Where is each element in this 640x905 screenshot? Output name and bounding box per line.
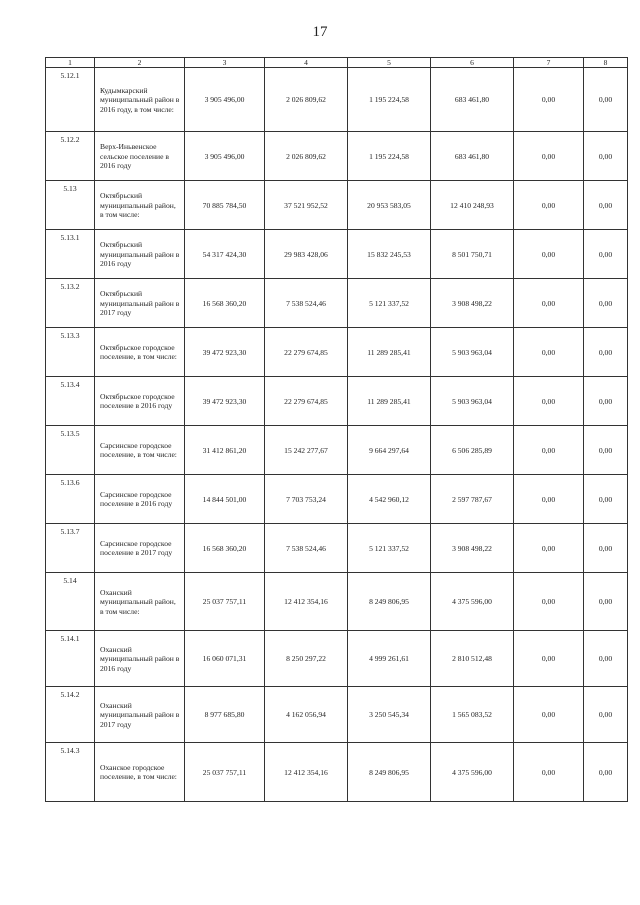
cell-value: 0,00	[584, 279, 628, 328]
cell-value: 70 885 784,50	[185, 181, 265, 230]
cell-value: 0,00	[514, 524, 584, 573]
column-header: 4	[265, 58, 348, 68]
cell-value: 0,00	[514, 328, 584, 377]
cell-value: 4 999 261,61	[348, 631, 431, 687]
row-number: 5.14	[46, 573, 95, 631]
cell-value: 0,00	[584, 377, 628, 426]
table-row	[46, 230, 628, 279]
row-name: Сарсинское городское поселение, в том числе:	[95, 426, 185, 475]
table-body	[46, 68, 628, 802]
cell-value: 3 908 498,22	[431, 524, 514, 573]
cell-value: 0,00	[584, 328, 628, 377]
cell-value: 0,00	[514, 743, 584, 802]
cell-value: 14 844 501,00	[185, 475, 265, 524]
table-row	[46, 524, 628, 573]
cell-value: 29 983 428,06	[265, 230, 348, 279]
table-row	[46, 132, 628, 181]
cell-value: 25 037 757,11	[185, 573, 265, 631]
table-row	[46, 687, 628, 743]
cell-value: 12 412 354,16	[265, 573, 348, 631]
cell-value: 0,00	[514, 132, 584, 181]
cell-value: 3 905 496,00	[185, 132, 265, 181]
cell-value: 8 977 685,80	[185, 687, 265, 743]
cell-value: 11 289 285,41	[348, 377, 431, 426]
row-number: 5.13	[46, 181, 95, 230]
table-row	[46, 475, 628, 524]
cell-value: 0,00	[584, 475, 628, 524]
table-row	[46, 181, 628, 230]
row-number: 5.14.1	[46, 631, 95, 687]
cell-value: 6 506 285,89	[431, 426, 514, 475]
row-name: Кудымкарский муниципальный район в 2016 году, в том числе:	[95, 68, 185, 132]
row-number: 5.13.2	[46, 279, 95, 328]
cell-value: 683 461,80	[431, 68, 514, 132]
cell-value: 0,00	[584, 573, 628, 631]
cell-value: 4 542 960,12	[348, 475, 431, 524]
table-row	[46, 426, 628, 475]
cell-value: 0,00	[514, 377, 584, 426]
row-name: Сарсинское городское поселение в 2016 году	[95, 475, 185, 524]
row-name: Октябрьский муниципальный район, в том числе:	[95, 181, 185, 230]
cell-value: 2 597 787,67	[431, 475, 514, 524]
cell-value: 0,00	[584, 687, 628, 743]
cell-value: 8 249 806,95	[348, 573, 431, 631]
cell-value: 16 568 360,20	[185, 524, 265, 573]
column-header: 5	[348, 58, 431, 68]
row-name: Октябрьское городское поселение в 2016 году	[95, 377, 185, 426]
table-row	[46, 328, 628, 377]
cell-value: 31 412 861,20	[185, 426, 265, 475]
cell-value: 12 410 248,93	[431, 181, 514, 230]
column-header: 7	[514, 58, 584, 68]
row-number: 5.13.5	[46, 426, 95, 475]
cell-value: 8 249 806,95	[348, 743, 431, 802]
cell-value: 15 832 245,53	[348, 230, 431, 279]
cell-value: 5 121 337,52	[348, 279, 431, 328]
row-number: 5.14.3	[46, 743, 95, 802]
cell-value: 0,00	[514, 631, 584, 687]
cell-value: 0,00	[584, 743, 628, 802]
cell-value: 37 521 952,52	[265, 181, 348, 230]
header-row	[46, 58, 628, 68]
budget-table	[45, 57, 628, 802]
cell-value: 2 026 809,62	[265, 132, 348, 181]
cell-value: 5 121 337,52	[348, 524, 431, 573]
cell-value: 0,00	[584, 181, 628, 230]
row-name: Сарсинское городское поселение в 2017 году	[95, 524, 185, 573]
row-number: 5.13.4	[46, 377, 95, 426]
cell-value: 0,00	[584, 631, 628, 687]
row-number: 5.13.7	[46, 524, 95, 573]
table-row	[46, 279, 628, 328]
cell-value: 9 664 297,64	[348, 426, 431, 475]
cell-value: 20 953 583,05	[348, 181, 431, 230]
row-number: 5.14.2	[46, 687, 95, 743]
row-name: Оханское городское поселение, в том числе:	[95, 743, 185, 802]
cell-value: 25 037 757,11	[185, 743, 265, 802]
cell-value: 16 060 071,31	[185, 631, 265, 687]
table-row	[46, 573, 628, 631]
cell-value: 1 565 083,52	[431, 687, 514, 743]
cell-value: 0,00	[514, 68, 584, 132]
cell-value: 7 538 524,46	[265, 279, 348, 328]
cell-value: 2 810 512,48	[431, 631, 514, 687]
row-number: 5.13.6	[46, 475, 95, 524]
cell-value: 683 461,80	[431, 132, 514, 181]
cell-value: 0,00	[584, 426, 628, 475]
row-name: Оханский муниципальный район, в том числе:	[95, 573, 185, 631]
cell-value: 8 250 297,22	[265, 631, 348, 687]
cell-value: 2 026 809,62	[265, 68, 348, 132]
cell-value: 22 279 674,85	[265, 328, 348, 377]
cell-value: 1 195 224,58	[348, 68, 431, 132]
cell-value: 3 905 496,00	[185, 68, 265, 132]
cell-value: 12 412 354,16	[265, 743, 348, 802]
cell-value: 8 501 750,71	[431, 230, 514, 279]
column-header: 1	[46, 58, 95, 68]
cell-value: 0,00	[514, 279, 584, 328]
cell-value: 0,00	[514, 573, 584, 631]
cell-value: 0,00	[584, 524, 628, 573]
column-header: 8	[584, 58, 628, 68]
cell-value: 0,00	[514, 181, 584, 230]
cell-value: 16 568 360,20	[185, 279, 265, 328]
cell-value: 0,00	[514, 687, 584, 743]
row-name: Оханский муниципальный район в 2017 году	[95, 687, 185, 743]
row-number: 5.13.1	[46, 230, 95, 279]
cell-value: 0,00	[514, 230, 584, 279]
cell-value: 3 908 498,22	[431, 279, 514, 328]
cell-value: 54 317 424,30	[185, 230, 265, 279]
row-name: Октябрьский муниципальный район в 2016 году	[95, 230, 185, 279]
cell-value: 0,00	[584, 132, 628, 181]
cell-value: 4 162 056,94	[265, 687, 348, 743]
page-number: 17	[312, 24, 328, 40]
cell-value: 0,00	[514, 475, 584, 524]
cell-value: 0,00	[584, 68, 628, 132]
cell-value: 0,00	[514, 426, 584, 475]
cell-value: 5 903 963,04	[431, 377, 514, 426]
cell-value: 39 472 923,30	[185, 328, 265, 377]
row-name: Оханский муниципальный район в 2016 году	[95, 631, 185, 687]
cell-value: 7 538 524,46	[265, 524, 348, 573]
cell-value: 39 472 923,30	[185, 377, 265, 426]
row-name: Октябрьское городское поселение, в том числе:	[95, 328, 185, 377]
table-row	[46, 631, 628, 687]
cell-value: 0,00	[584, 230, 628, 279]
row-number: 5.13.3	[46, 328, 95, 377]
cell-value: 1 195 224,58	[348, 132, 431, 181]
cell-value: 4 375 596,00	[431, 743, 514, 802]
row-name: Верх-Иньвенское сельское поселение в 2016 году	[95, 132, 185, 181]
row-number: 5.12.1	[46, 68, 95, 132]
column-header: 2	[95, 58, 185, 68]
cell-value: 11 289 285,41	[348, 328, 431, 377]
column-header: 6	[431, 58, 514, 68]
cell-value: 22 279 674,85	[265, 377, 348, 426]
cell-value: 15 242 277,67	[265, 426, 348, 475]
cell-value: 7 703 753,24	[265, 475, 348, 524]
row-name: Октябрьский муниципальный район в 2017 году	[95, 279, 185, 328]
cell-value: 3 250 545,34	[348, 687, 431, 743]
table-row	[46, 68, 628, 132]
column-header: 3	[185, 58, 265, 68]
row-number: 5.12.2	[46, 132, 95, 181]
table-row	[46, 743, 628, 802]
cell-value: 5 903 963,04	[431, 328, 514, 377]
table-row	[46, 377, 628, 426]
cell-value: 4 375 596,00	[431, 573, 514, 631]
